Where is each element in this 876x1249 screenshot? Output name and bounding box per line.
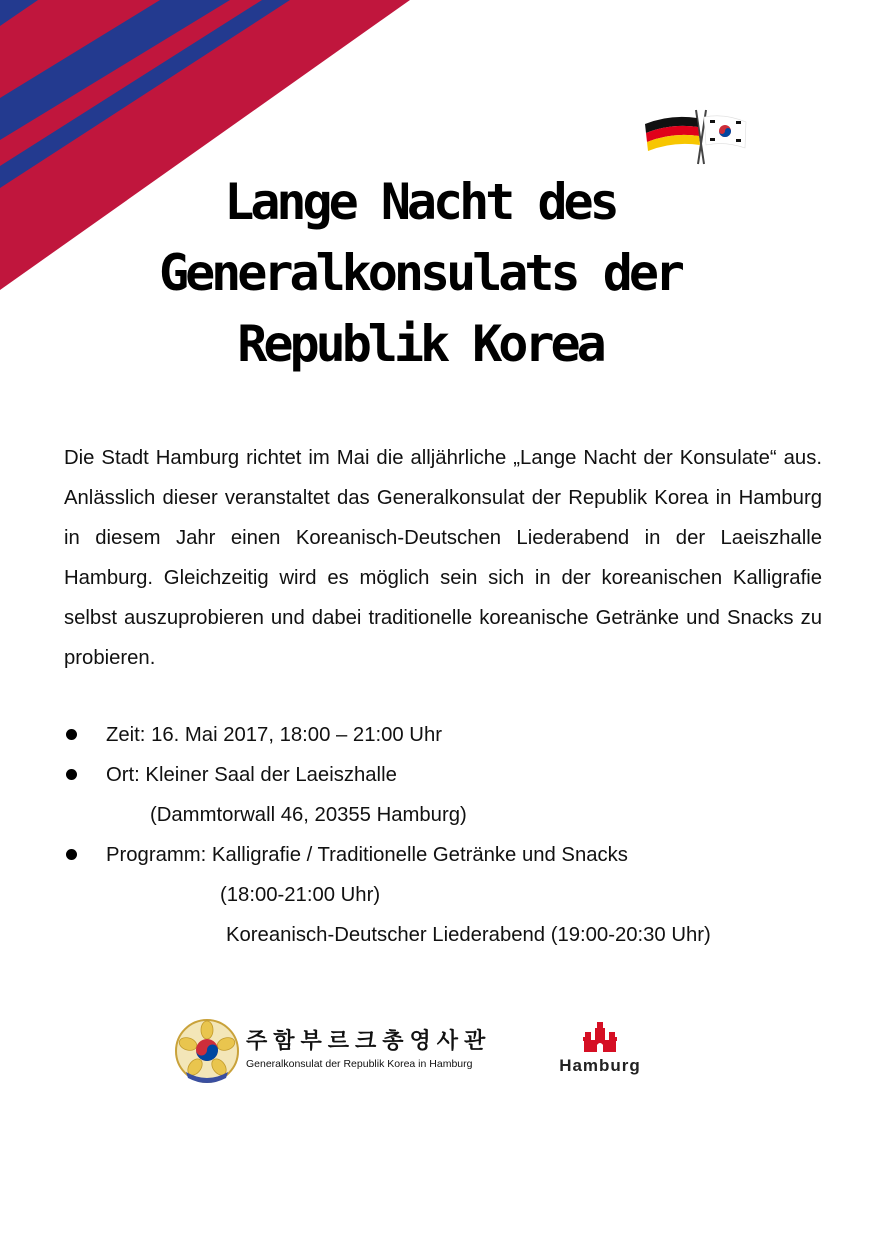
detail-programm-time: (18:00-21:00 Uhr): [220, 884, 381, 906]
detail-programm: Programm: Kalligrafie / Traditionelle Getränke und Snacks: [106, 844, 628, 866]
crossed-flags-icon: [640, 108, 752, 168]
bullet-programm: [66, 849, 77, 860]
detail-zeit: Zeit: 16. Mai 2017, 18:00 – 21:00 Uhr: [106, 724, 442, 746]
consulate-name-korean: 주함부르크총영사관: [246, 1029, 492, 1054]
bullet-zeit: [66, 729, 77, 740]
detail-programm-second: Koreanisch-Deutscher Liederabend (19:00-20:30 Uhr): [226, 924, 711, 946]
hamburg-wordmark: Hamburg: [559, 1056, 641, 1075]
consulate-name-german: Generalkonsulat der Republik Korea in Hamburg: [246, 1058, 473, 1070]
detail-ort-address: (Dammtorwall 46, 20355 Hamburg): [150, 804, 467, 826]
germany-flag-icon: [645, 117, 700, 151]
hamburg-castle-icon: [580, 1022, 620, 1054]
detail-ort: Ort: Kleiner Saal der Laeiszhalle: [106, 764, 397, 786]
consulate-seal-icon: [174, 1018, 240, 1084]
page-title-line-1: Lange Nacht des: [224, 173, 616, 231]
page-title-line-3: Republik Korea: [237, 315, 603, 373]
intro-paragraph: Die Stadt Hamburg richtet im Mai die alljährliche „Lange Nacht der Konsulate“ aus. Anlässlich dieser veranstaltet das Generalkonsulat der Republik Korea in Hamburg in diesem Jahr einen Koreanisch-Deutschen Liederabend in der Laeiszhalle Hamburg. Gleichzeitig wird es möglich sein sich in der koreanischen Kalligrafie selbst auszuprobieren und dabei traditionelle koreanische Getränke und Snacks zu probieren.: [64, 447, 822, 669]
page-title-line-2: Generalkonsulats der: [158, 244, 682, 302]
korea-flag-icon: [704, 116, 746, 148]
bullet-ort: [66, 769, 77, 780]
